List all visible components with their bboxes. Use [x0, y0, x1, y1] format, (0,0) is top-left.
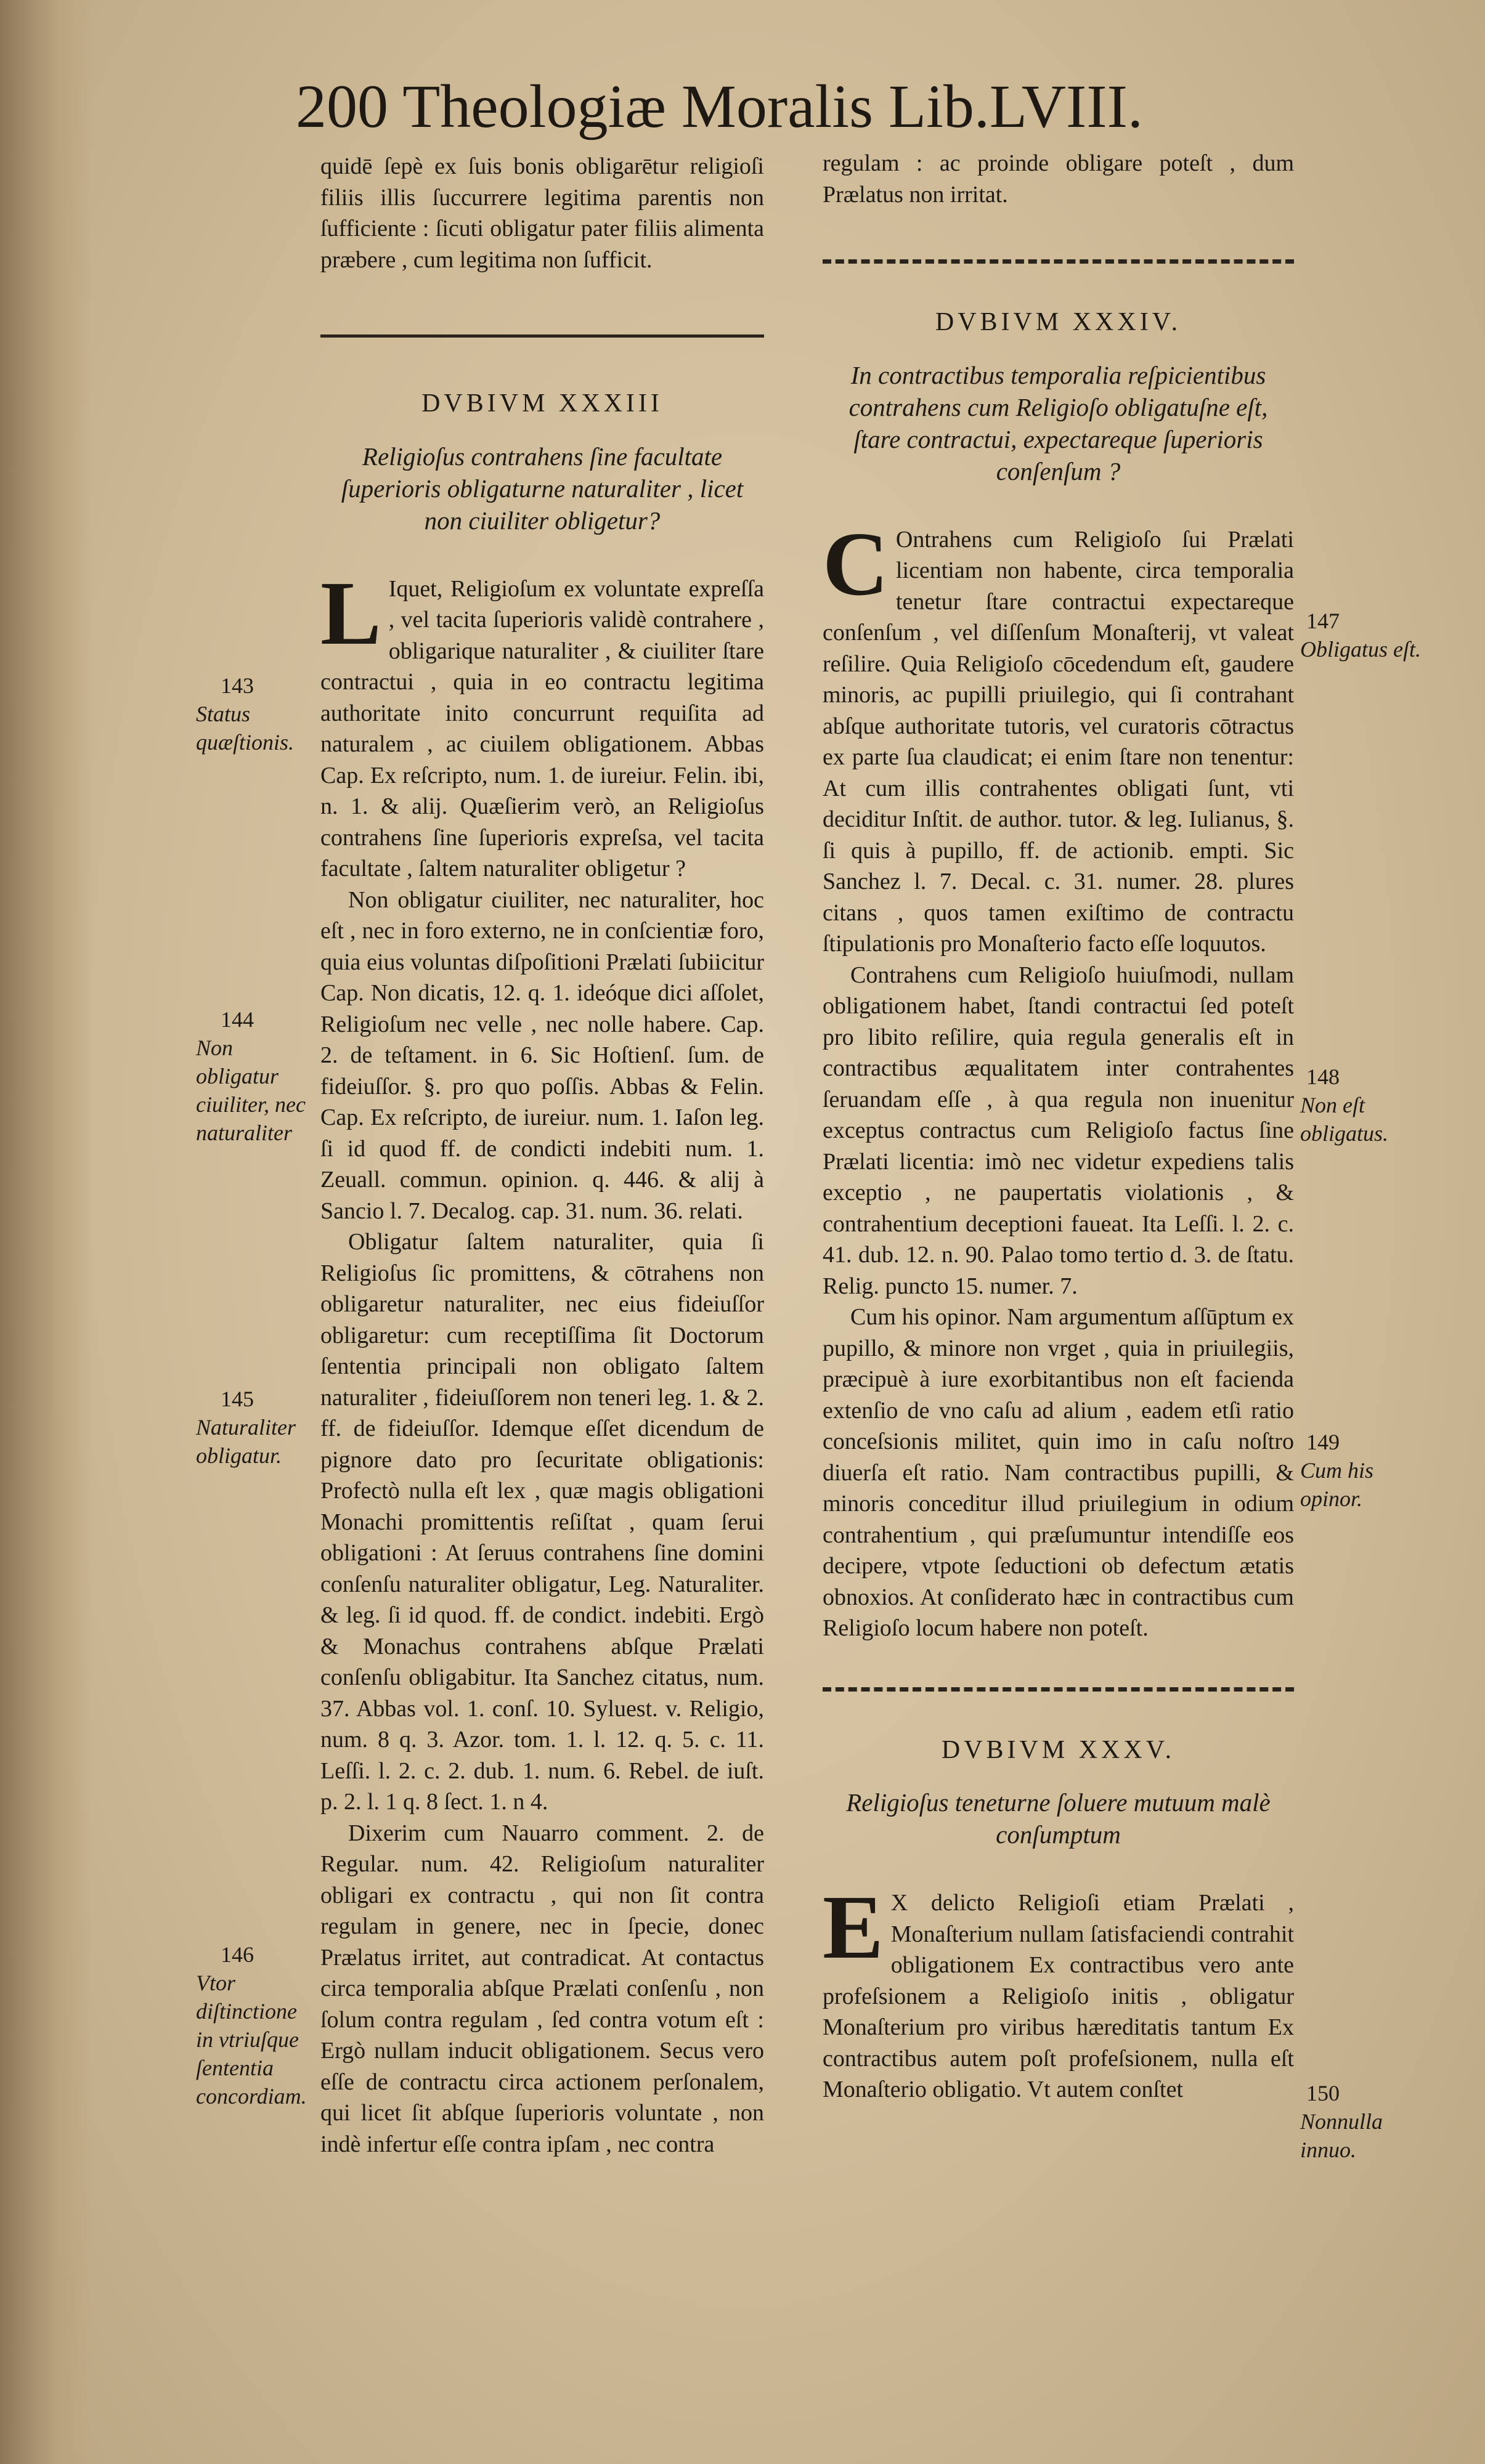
- paragraph: [320, 1226, 764, 1818]
- marginal-note: [1300, 1428, 1423, 1513]
- section-rule: [823, 1687, 1294, 1692]
- marginal-note: [1300, 2079, 1423, 2164]
- left-column: [320, 151, 764, 2160]
- marginal-number: 149: [1306, 1430, 1340, 1454]
- marginal-note: [1300, 607, 1423, 663]
- marginal-number: 143: [221, 673, 254, 698]
- dubium-question: In contractibus temporalia reſpicientibus contrahens cum Religioſo obligatuſne eſt, ſtare contractui, expectareque ſuperioris conſenſum ?: [848, 360, 1268, 485]
- paragraph-text: Obligatur ſaltem naturaliter, quia ſi Religioſus ſic promittens, & cōtrahens non obligaretur naturaliter, nec eius fideiuſſor obligaretur: cum receptiſſima ſit Doctorum ſententia principali non obligato ſaltem naturaliter , fideiuſſorem non teneri leg. 1. & 2. ff. de fideiuſſor. Idemque eſſet dicendum de pignore dato pro ſecuritate obligationis: Profectò nulla eſt lex , quæ magis obligationi Monachi promittentis reſiſtat , quam ſerui obligationi : At ſeruus contrahens ſine domini conſenſu naturaliter obligatur, Leg. Naturaliter. & leg. ſi id quod. ff. de condict. indebiti. Ergò & Monachus contrahens abſque Prælati conſenſu obligabitur. Ita Sanchez citatus, num. 37. Abbas vol. 1. conſ. 10. Syluest. v. Religio, num. 8 q. 3. Azor. tom. 1. l. 12. q. 5. c. 11. Leſſi. l. 2. c. 2. dub. 1. num. 6. Rebel. de iuſt. p. 2. l. 1 q. 8 ſect. 1. n 4.: [320, 1229, 764, 1815]
- dubium-heading: DVBIVM XXXIV.: [935, 308, 1182, 336]
- right-column: [823, 148, 1294, 2105]
- dubium-heading: DVBIVM XXXV.: [941, 1735, 1176, 1764]
- paragraph-text: Cum his opinor. Nam argumentum aſſūptum ex pupillo, & minore non vrget , quia in priuilegiis, præcipuè à iure exorbitantibus non eſt facienda extenſio de vno caſu ad alium , eadem etſi ratio conceſsionis militet, quin imo in caſu noſtro diuerſa eſt ratio. Nam contractibus pupilli, & minoris conceditur illud priuilegium in odium contrahentium , qui præſumuntur intendiſſe eos decipere, vtpote ſeductioni ob defectum ætatis obnoxios. At conſiderato hæc in contractibus cum Religioſo locum habere non poteſt.: [823, 1304, 1294, 1641]
- paragraph: [320, 562, 764, 885]
- paragraph: [823, 1302, 1294, 1644]
- marginal-note: [196, 1005, 313, 1147]
- marginal-number: 147: [1306, 609, 1340, 633]
- paragraph: [320, 1818, 764, 2160]
- paragraph: [320, 885, 764, 1227]
- dubium-question: Religioſus teneturne ſoluere mutuum malè conſumptum: [846, 1788, 1271, 1849]
- paragraph-text: Non obligatur ciuiliter, nec naturaliter, hoc eſt , nec in foro externo, ne in conſcientiæ foro, quia eius voluntas diſpoſitioni Prælati ſubiicitur Cap. Non dicatis, 12. q. 1. ideóque dici aſſolet, Religioſum nec velle , nec nolle habere. Cap. 2. de teſtament. in 6. Sic Hoſtienſ. ſum. de fideiuſſor. §. pro quo poſſis. Abbas & Felin. Cap. Ex reſcripto, de iureiur. num. 1. Iaſon leg. ſi id quod ff. de condicti indebiti num. 1. Zeuall. commun. opinion. q. 446. & alij à Sancio l. 7. Decalog. cap. 31. num. 36. relati.: [320, 886, 764, 1224]
- marginal-text: Non eſt obligatus.: [1300, 1093, 1389, 1146]
- marginal-number: 145: [221, 1387, 254, 1411]
- marginal-text: Non obligatur ciuiliter, nec naturaliter: [196, 1035, 306, 1145]
- marginal-number: 148: [1306, 1064, 1340, 1089]
- paragraph-text: Dixerim cum Nauarro comment. 2. de Regular. num. 42. Religioſum naturaliter obligari ex contractu , qui non ſit contra regulam in genere, nec in ſpecie, donec Prælatus irritet, aut contradicat. At contactus circa temporalia abſque Prælati conſenſu , non ſolum contra regulam , ſed contra votum eſt : Ergò nullam inducit obligationem. Secus vero eſſe de contractu circa actionem perſonalem, qui licet ſit abſque ſuperioris voluntate , non indè infertur eſſe contra ipſam , nec contra: [320, 1820, 764, 2157]
- marginal-number: 150: [1306, 2081, 1340, 2105]
- marginal-number: 144: [221, 1007, 254, 1032]
- drop-cap: E: [823, 1877, 884, 1978]
- page-gutter-shadow: [0, 0, 92, 2464]
- paragraph: [823, 1877, 1294, 2105]
- marginal-note: [196, 1385, 313, 1470]
- paragraph-text: Iquet, Religioſum ex voluntate expreſſa , vel tacita ſuperioris validè contrahere , obligarique naturaliter , & ciuiliter ſtare contractui , quia in eo contractu legitima authoritate inito concurrunt requiſita ad naturalem , ac ciuilem obligationem. Abbas Cap. Ex reſcripto, num. 1. de iureiur. Felin. ibi, n. 1. & alij. Quæſierim verò, an Religioſus contrahens ſine ſuperioris expreſsa, vel tacita facultate , ſaltem naturaliter obligetur ?: [320, 575, 764, 881]
- dubium-question: Religioſus contrahens ſine facultate ſuperioris obligaturne naturaliter , licet non ciuiliter obligetur?: [341, 442, 744, 535]
- marginal-text: Cum his opinor.: [1300, 1458, 1374, 1511]
- running-head: 200 Theologiæ Moralis Lib.LVIII.: [296, 72, 1143, 140]
- marginal-text: Naturaliter obligatur.: [196, 1415, 296, 1468]
- dubium-heading: DVBIVM XXXIII: [421, 389, 663, 418]
- marginal-text: Status quæſtionis.: [196, 702, 295, 755]
- marginal-text: Obligatus eſt.: [1300, 637, 1421, 662]
- marginal-note: [196, 1940, 313, 2110]
- marginal-text: Nonnulla innuo.: [1300, 2109, 1383, 2162]
- paragraph-text: Contrahens cum Religioſo huiuſmodi, nullam obligationem habet, ſtandi contractui ſed poteſt pro libito reſilire, quia regula generalis eſt in contractibus æqualitatem inter contrahentes ſeruandam eſſe , à qua regula non inuenitur exceptus contractus cum Religioſo factus ſine Prælati licentia: imò nec videtur expediens talis exceptio , ne paupertatis violationis , & contrahentium deceptioni faueat. Ita Leſſi. l. 2. c. 41. dub. 12. n. 90. Palao tomo tertio d. 3. de ſtatu. Relig. puncto 15. numer. 7.: [823, 962, 1294, 1299]
- paragraph: [823, 513, 1294, 960]
- drop-cap: L: [320, 562, 381, 664]
- right-opening-text: regulam : ac proinde obligare poteſt , dum Prælatus non irritat.: [823, 150, 1294, 208]
- marginal-number: 146: [221, 1942, 254, 1967]
- paragraph-text: X delicto Religioſi etiam Prælati , Monaſterium nullam ſatisfaciendi contrahit obligationem Ex contractibus vero ante profeſsionem a Religioſo initis , obligatur Monaſterium pro viribus hæreditatis tantum Ex contractibus autem poſt profeſsionem, nulla eſt Monaſterio obligatio. Vt autem conſtet: [823, 1890, 1294, 2102]
- paragraph: [823, 960, 1294, 1302]
- paragraph-text: Ontrahens cum Religioſo ſui Prælati licentiam non habente, circa temporalia tenetur ſtare contractui expectareque conſenſum , vel diſſenſum Monaſterij, vt valeat reſilire. Quia Religioſo cōcedendum eſt, gaudere minoris, ac pupilli priuilegio, qui ſi contrahant abſque authoritate tutoris, vel curatoris cōtractus ex parte ſua claudicat; ei enim ſtare non tenentur: At cum illis contrahentes obligati ſunt, vti deciditur Inſtit. de author. tutor. & leg. Iulianus, §. ſi quis à pupillo, ff. de actionib. empti. Sic Sanchez l. 7. Decal. c. 31. numer. 28. plures citans , quos tamen exiſtimo de contractu ſtipulationis pro Monaſterio facto eſſe loquutos.: [823, 526, 1294, 957]
- marginal-note: [196, 671, 313, 756]
- marginal-text: Vtor diſtinctione in vtriuſque ſententia concordiam.: [196, 1971, 307, 2109]
- marginal-note: [1300, 1063, 1423, 1148]
- left-opening-text: quidē ſepè ex ſuis bonis obligarētur religioſi filiis illis ſuccurrere legitima parentis non ſufficiente : ſicuti obligatur pater filiis alimenta præbere , cum legitima non ſufficit.: [320, 153, 764, 273]
- section-rule: [823, 259, 1294, 264]
- drop-cap: C: [823, 513, 889, 615]
- section-rule: [320, 334, 764, 338]
